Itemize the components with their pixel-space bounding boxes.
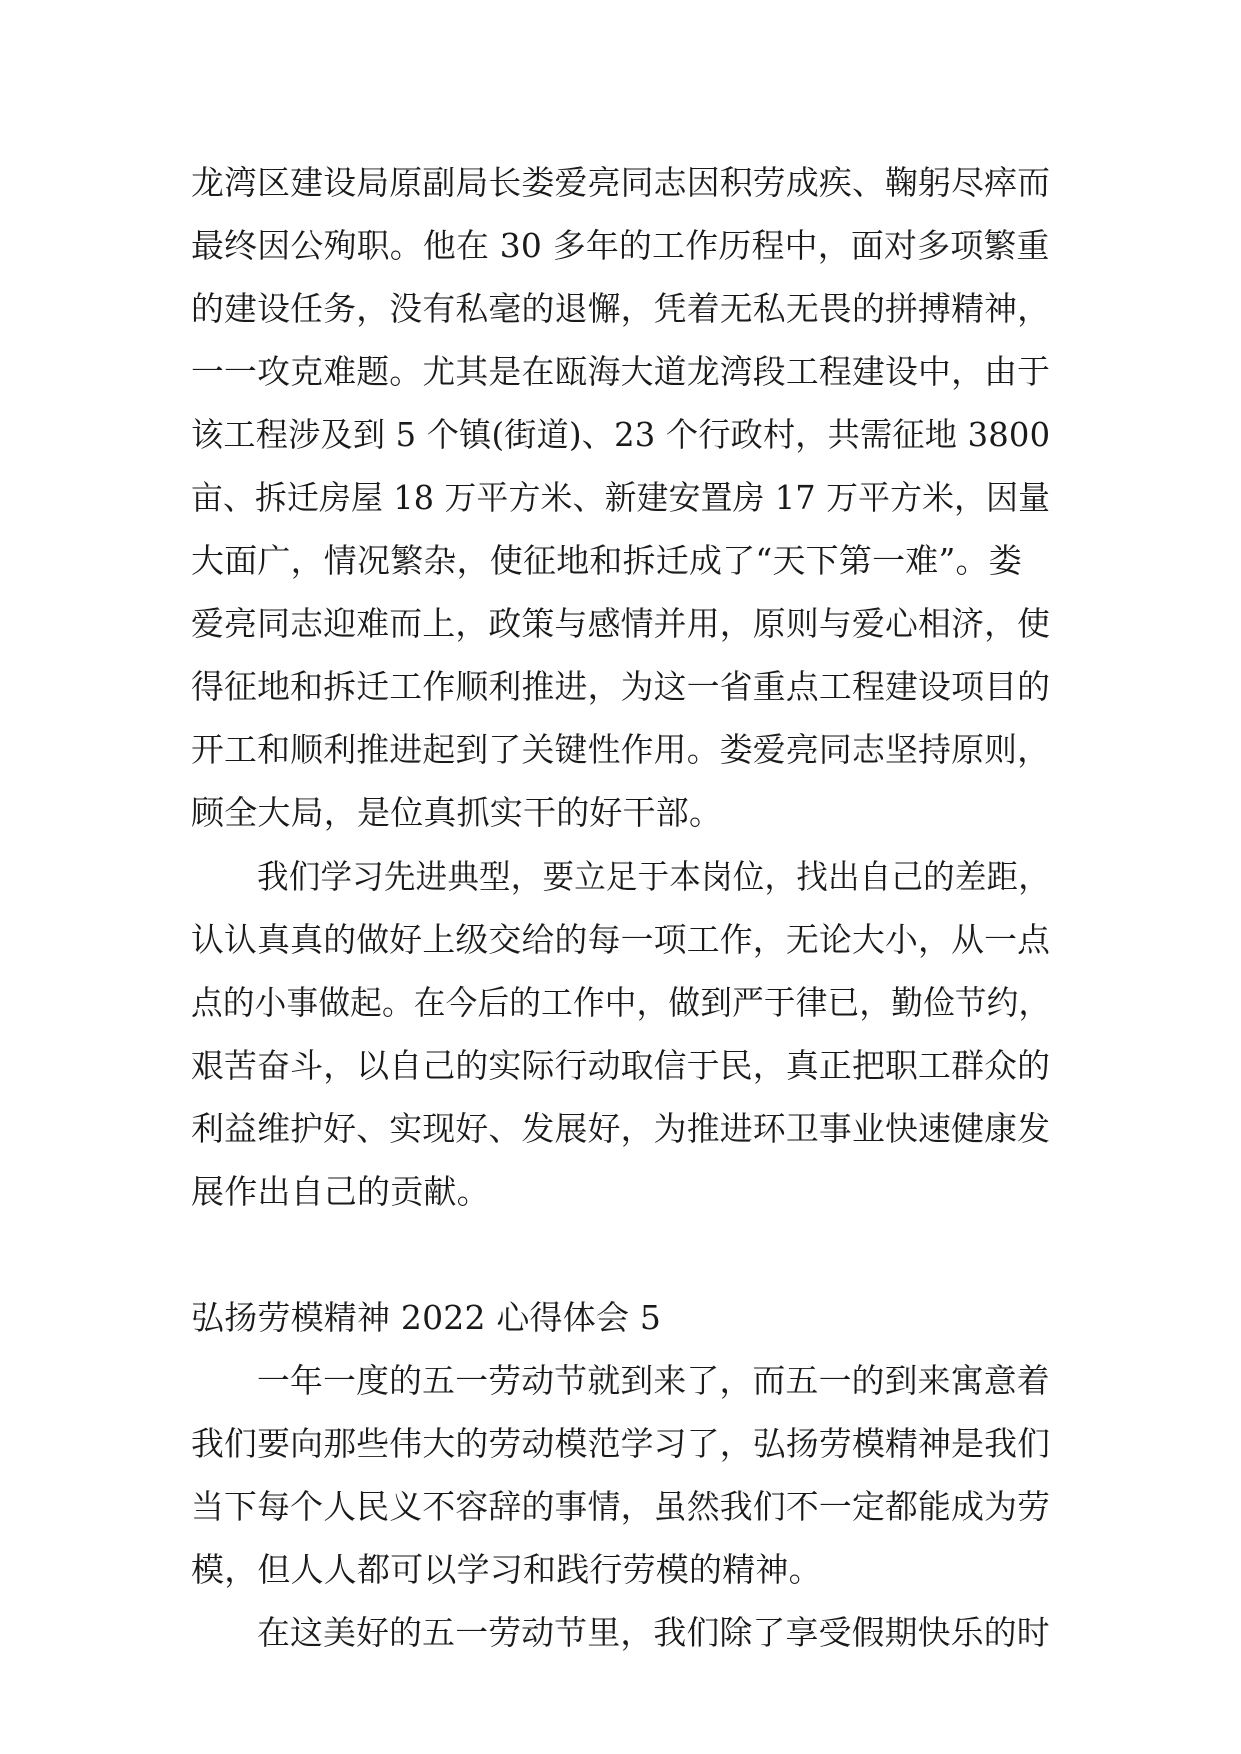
paragraph-line: 开工和顺利推进起到了关键性作用。娄爱亮同志坚持原则， (191, 730, 1051, 769)
paragraph-line: 模，但人人都可以学习和践行劳模的精神。 (191, 1550, 822, 1589)
paragraph-line: 爱亮同志迎难而上，政策与感情并用，原则与爱心相济，使 (191, 604, 1051, 643)
paragraph-line: 得征地和拆迁工作顺利推进，为这一省重点工程建设项目的 (191, 667, 1051, 706)
paragraph-line: 在这美好的五一劳动节里，我们除了享受假期快乐的时 (257, 1613, 1050, 1652)
section-heading: 弘扬劳模精神 2022 心得体会 5 (191, 1298, 662, 1337)
paragraph-line: 亩、拆迁房屋 18 万平方米、新建安置房 17 万平方米，因量 (191, 478, 1051, 517)
paragraph-line: 点的小事做起。在今后的工作中，做到严于律已，勤俭节约， (191, 983, 1051, 1022)
paragraph-line: 当下每个人民义不容辞的事情，虽然我们不一定都能成为劳 (191, 1487, 1051, 1526)
paragraph-line: 我们学习先进典型，要立足于本岗位，找出自己的差距， (257, 857, 1050, 896)
paragraph-line: 龙湾区建设局原副局长娄爱亮同志因积劳成疾、鞠躬尽瘁而 (191, 163, 1051, 202)
paragraph-line: 艰苦奋斗，以自己的实际行动取信于民，真正把职工群众的 (191, 1046, 1051, 1085)
paragraph-line: 展作出自己的贡献。 (191, 1172, 490, 1211)
paragraph-line: 大面广，情况繁杂，使征地和拆迁成了“天下第一难”。娄 (191, 541, 1022, 580)
paragraph-line: 认认真真的做好上级交给的每一项工作，无论大小，从一点 (191, 920, 1051, 959)
paragraph-line: 最终因公殉职。他在 30 多年的工作历程中，面对多项繁重 (191, 226, 1050, 265)
paragraph-line: 我们要向那些伟大的劳动模范学习了，弘扬劳模精神是我们 (191, 1424, 1051, 1463)
paragraph-line: 一年一度的五一劳动节就到来了，而五一的到来寓意着 (257, 1361, 1050, 1400)
paragraph-line: 的建设任务，没有私毫的退懈，凭着无私无畏的拼搏精神， (191, 289, 1051, 328)
paragraph-line: 一一攻克难题。尤其是在瓯海大道龙湾段工程建设中，由于 (191, 352, 1051, 391)
paragraph-line: 顾全大局，是位真抓实干的好干部。 (191, 793, 723, 832)
paragraph-line: 该工程涉及到 5 个镇(街道)、23 个行政村，共需征地 3800 (191, 415, 1051, 454)
paragraph-line: 利益维护好、实现好、发展好，为推进环卫事业快速健康发 (191, 1109, 1051, 1148)
